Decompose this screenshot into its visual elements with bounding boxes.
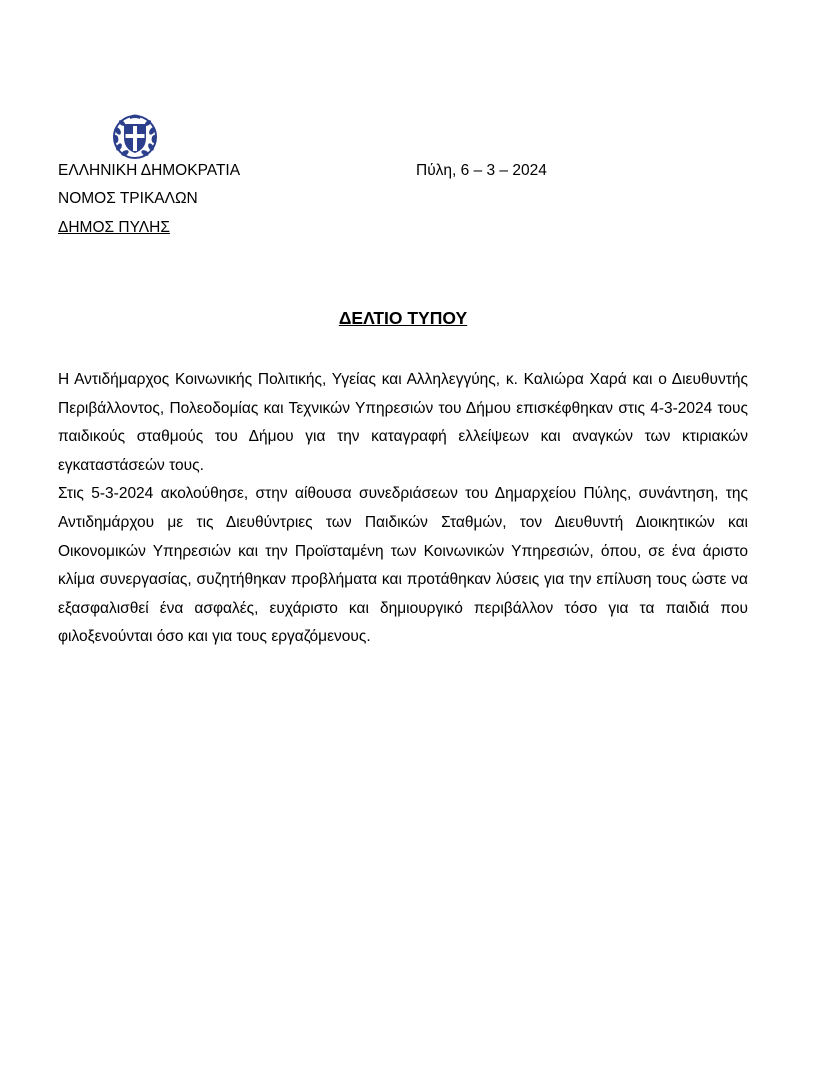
issuer-municipality: ΔΗΜΟΣ ΠΥΛΗΣ: [58, 219, 170, 236]
document-body: [58, 366, 748, 652]
issuer-prefecture: ΝΟΜΟΣ ΤΡΙΚΑΛΩΝ: [58, 190, 198, 207]
document-title: ΔΕΛΤΙΟ ΤΥΠΟΥ: [338, 308, 468, 328]
document-date: Πύλη, 6 – 3 – 2024: [416, 162, 547, 179]
issuer-country: ΕΛΛΗΝΙΚΗ ΔΗΜΟΚΡΑΤΙΑ: [58, 162, 241, 179]
body-paragraph: Στις 5-3-2024 ακολούθησε, στην αίθουσα συνεδριάσεων του Δημαρχείου Πύλης, συνάντηση, της Αντιδημάρχου με τις Διευθύντριες των Παιδικών Σταθμών, τον Διευθυντή Διοικητικών και Οικονομικών Υπηρεσιών και την Προϊσταμένη των Κοινωνικών Υπηρεσιών, όπου, σε ένα άριστο κλίμα συνεργασίας, συζητήθηκαν προβλήματα και προτάθηκαν λύσεις για την επίλυση τους ώστε να εξασφαλισθεί ένα ασφαλές, ευχάριστο και δημιουργικό περιβάλλον τόσο για τα παιδιά που φιλοξενούνται όσο και για τους εργαζόμενους.: [58, 485, 748, 646]
body-paragraph: Η Αντιδήμαρχος Κοινωνικής Πολιτικής, Υγείας και Αλληλεγγύης, κ. Καλιώρα Χαρά και ο Διευθυντής Περιβάλλοντος, Πολεοδομίας και Τεχνικών Υπηρεσιών του Δήμου επισκέφθηκαν στις 4-3-2024 τους παιδικούς σταθμούς του Δήμου για την καταγραφή ελλείψεων και αναγκών των κτιριακών εγκαταστάσεών τους.: [58, 371, 748, 474]
hellenic-republic-emblem-icon: [110, 111, 160, 161]
